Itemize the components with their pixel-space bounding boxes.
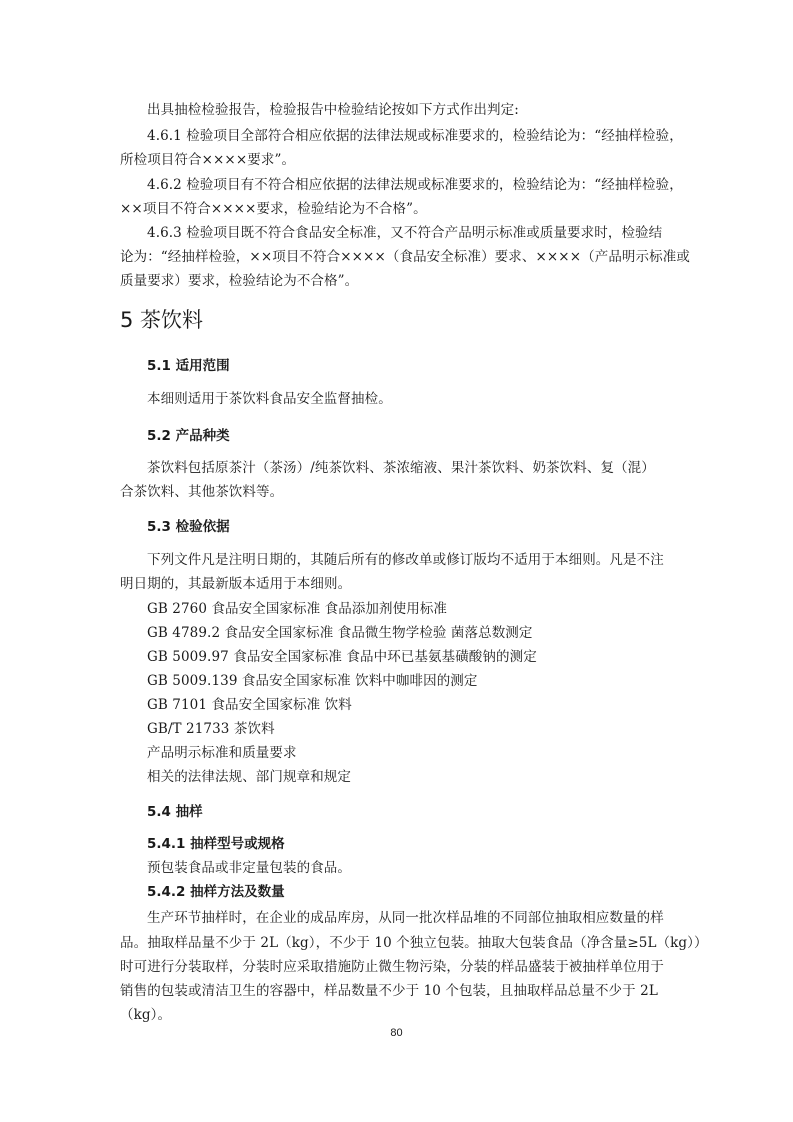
section-5-4-1-text: 预包装食品或非定量包装的食品。 (147, 860, 351, 876)
section-heading-5-2: 5.2 产品种类 (147, 428, 230, 444)
rule-4-6-3-line: 论为：“经抽样检验，××项目不符合××××（食品安全标准）要求、××××（产品明示标准或 (120, 249, 690, 265)
rule-4-6-2-line: 4.6.2 检验项目有不符合相应依据的法律法规或标准要求的，检验结论为：“经抽样检验， (147, 177, 683, 193)
section-heading-5-1: 5.1 适用范围 (147, 358, 230, 374)
rule-4-6-2-line: ××项目不符合××××要求，检验结论为不合格”。 (120, 201, 427, 217)
rule-4-6-1-line: 所检项目符合××××要求”。 (120, 152, 296, 168)
section-heading-5-4: 5.4 抽样 (147, 804, 203, 820)
intro-line: 出具抽检检验报告，检验报告中检验结论按如下方式作出判定: (147, 102, 519, 118)
section-5-4-2-line: 品。抽取样品量不少于 2L（kg），不少于 10 个独立包装。抽取大包装食品（净含量≥5L（kg）） (120, 935, 708, 951)
section-5-3-line: 明日期的，其最新版本适用于本细则。 (120, 576, 352, 592)
section-5-4-2-line: （kg）。 (120, 1007, 172, 1023)
reference-item: GB 5009.139 食品安全国家标准 饮料中咖啡因的测定 (147, 673, 478, 689)
reference-item: 相关的法律法规、部门规章和规定 (147, 769, 351, 785)
section-heading-5-3: 5.3 检验依据 (147, 519, 230, 535)
reference-item: GB/T 21733 茶饮料 (147, 721, 275, 737)
section-5-3-line: 下列文件凡是注明日期的，其随后所有的修改单或修订版均不适用于本细则。凡是不注 (147, 552, 664, 568)
reference-item: GB 4789.2 食品安全国家标准 食品微生物学检验 菌落总数测定 (147, 625, 533, 641)
section-heading-5-4-1: 5.4.1 抽样型号或规格 (147, 836, 285, 852)
section-5-2-line: 茶饮料包括原茶汁（茶汤）/纯茶饮料、茶浓缩液、果汁茶饮料、奶茶饮料、复（混） (147, 460, 655, 476)
section-heading-5-4-2: 5.4.2 抽样方法及数量 (147, 884, 285, 900)
reference-item: GB 5009.97 食品安全国家标准 食品中环已基氨基磺酸钠的测定 (147, 649, 537, 665)
rule-4-6-1-line: 4.6.1 检验项目全部符合相应依据的法律法规或标准要求的，检验结论为：“经抽样检验， (147, 128, 683, 144)
reference-item: GB 2760 食品安全国家标准 食品添加剂使用标准 (147, 601, 448, 617)
page-number: 80 (390, 1027, 403, 1039)
section-5-4-2-line: 时可进行分装取样，分装时应采取措施防止微生物污染，分装的样品盛装于被抽样单位用于 (120, 959, 664, 975)
section-5-4-2-line: 销售的包装或清洁卫生的容器中，样品数量不少于 10 个包装，且抽取样品总量不少于 2L (120, 983, 658, 999)
section-5-1-text: 本细则适用于茶饮料食品安全监督抽检。 (147, 391, 392, 407)
reference-item: 产品明示标准和质量要求 (147, 745, 297, 761)
chapter-title: 5 茶饮料 (120, 308, 204, 332)
reference-item: GB 7101 食品安全国家标准 饮料 (147, 697, 352, 713)
section-5-2-line: 合茶饮料、其他茶饮料等。 (120, 484, 284, 500)
rule-4-6-3-line: 质量要求）要求，检验结论为不合格”。 (120, 273, 359, 289)
section-5-4-2-line: 生产环节抽样时，在企业的成品库房，从同一批次样品堆的不同部位抽取相应数量的样 (147, 910, 664, 926)
rule-4-6-3-line: 4.6.3 检验项目既不符合食品安全标准，又不符合产品明示标准或质量要求时，检验结 (147, 225, 663, 241)
